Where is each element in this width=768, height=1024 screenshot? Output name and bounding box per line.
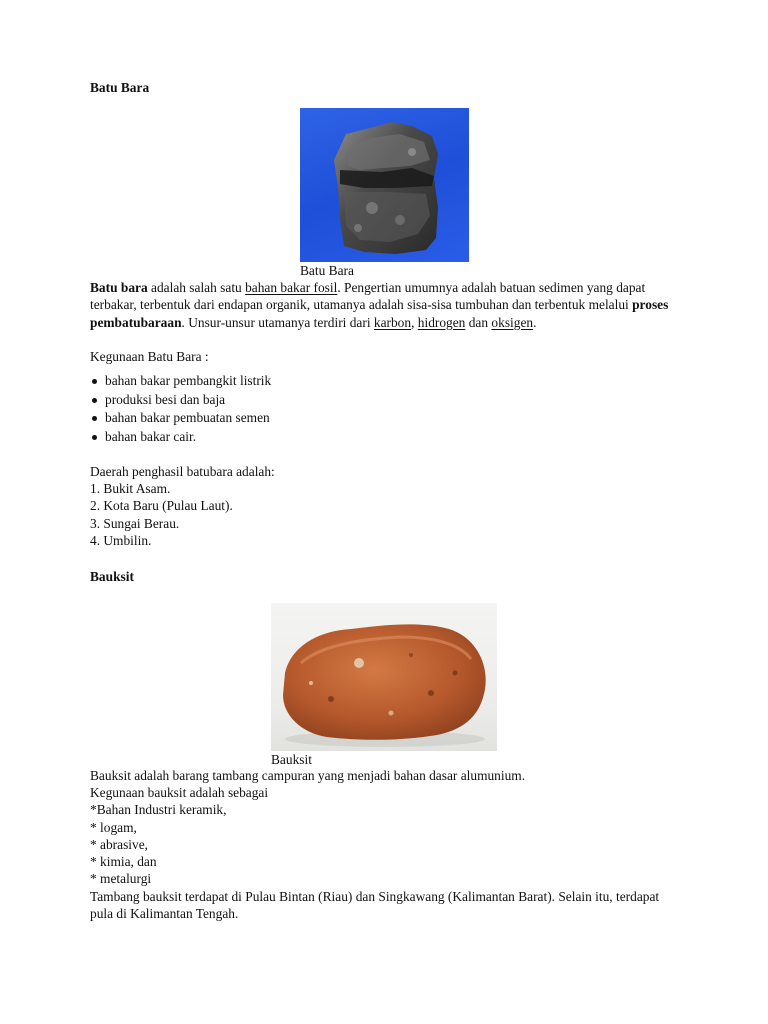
coal-process-term: proses pembatubaraan bbox=[90, 297, 669, 330]
bullet-icon bbox=[92, 398, 97, 403]
coal-regions bbox=[90, 463, 690, 549]
bullet-icon bbox=[92, 416, 97, 421]
coal-image-caption: Batu Bara bbox=[300, 263, 354, 278]
coal-image bbox=[300, 108, 469, 262]
bauxite-image-caption: Bauksit bbox=[271, 752, 312, 767]
link-oksigen[interactable]: oksigen bbox=[491, 314, 534, 330]
list-item bbox=[90, 428, 271, 447]
list-item: 4. Umbilin. bbox=[90, 532, 152, 548]
coal-term: Batu bara bbox=[90, 280, 148, 295]
list-item: * logam, bbox=[90, 819, 137, 835]
list-item-text: bahan bakar pembangkit listrik bbox=[105, 373, 272, 388]
coal-para-text-6: . bbox=[533, 314, 537, 330]
list-item bbox=[90, 391, 271, 410]
list-item: 2. Kota Baru (Pulau Laut). bbox=[90, 498, 233, 514]
coal-uses-label: Kegunaan Batu Bara : bbox=[90, 349, 209, 364]
list-item bbox=[90, 372, 271, 391]
coal-definition-paragraph bbox=[90, 279, 670, 331]
bauxite-info bbox=[90, 767, 690, 887]
list-item: * metalurgi bbox=[90, 871, 152, 887]
list-item: *Bahan Industri keramik, bbox=[90, 802, 227, 818]
list-item: 3. Sungai Berau. bbox=[90, 515, 180, 531]
list-item: 1. Bukit Asam. bbox=[90, 481, 171, 497]
bullet-icon bbox=[92, 435, 97, 440]
link-bahan-bakar-fosil[interactable]: bahan bakar fosil bbox=[245, 280, 338, 295]
bauxite-rock-illustration bbox=[271, 603, 497, 751]
list-item bbox=[90, 409, 271, 428]
coal-uses-list bbox=[90, 372, 271, 446]
link-karbon[interactable]: karbon bbox=[373, 314, 412, 330]
coal-para-text-4: , bbox=[411, 314, 418, 330]
coal-para-text-2: . Pengertian umumnya adalah batuan sedimen yang dapat terbakar, terbentuk dari endapan organik, utamanya adalah sisa-sisa tumbuhan dan terbentuk melalui bbox=[90, 280, 646, 313]
bauxite-uses-label: Kegunaan bauksit adalah sebagai bbox=[90, 785, 269, 801]
bauxite-image bbox=[271, 603, 497, 751]
coal-regions-label: Daerah penghasil batubara adalah: bbox=[90, 464, 275, 479]
section-heading-bauxite: Bauksit bbox=[90, 569, 134, 584]
list-item-text: bahan bakar cair. bbox=[105, 428, 197, 444]
list-item-text: produksi besi dan baja bbox=[105, 391, 226, 407]
list-item-text: bahan bakar pembuatan semen bbox=[105, 410, 270, 425]
section-heading-coal: Batu Bara bbox=[90, 80, 150, 95]
coal-rock-illustration bbox=[300, 108, 469, 262]
bauxite-definition: Bauksit adalah barang tambang campuran yang menjadi bahan dasar alumunium. bbox=[90, 768, 526, 783]
list-item: * kimia, dan bbox=[90, 853, 157, 869]
link-hidrogen[interactable]: hidrogen bbox=[417, 314, 466, 330]
bauxite-mining-paragraph: Tambang bauksit terdapat di Pulau Bintan (Riau) dan Singkawang (Kalimantan Barat). Selain itu, terdapat pula di Kalimantan Tengah. bbox=[90, 889, 660, 922]
bullet-icon bbox=[92, 379, 97, 384]
list-item: * abrasive, bbox=[90, 836, 149, 852]
coal-para-text-1: adalah salah satu bbox=[147, 280, 246, 295]
coal-para-text-3: . Unsur-unsur utamanya terdiri dari bbox=[181, 314, 374, 330]
coal-para-text-5: dan bbox=[465, 314, 492, 330]
